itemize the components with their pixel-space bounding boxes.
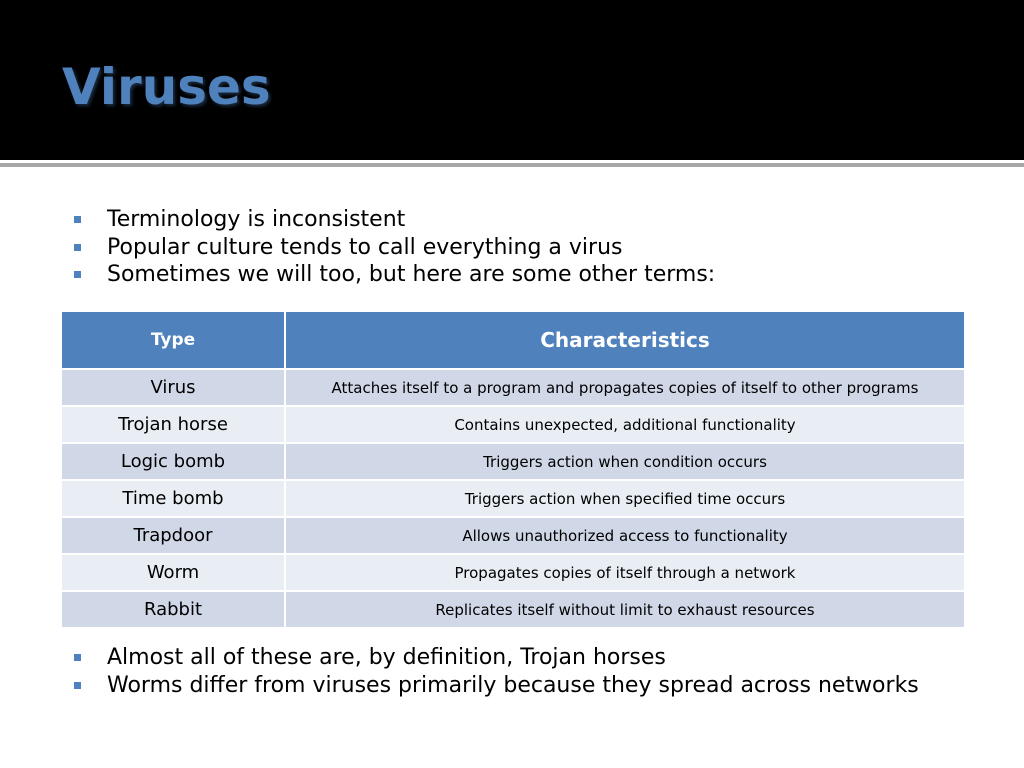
- characteristics-cell: Allows unauthorized access to functionality: [285, 517, 965, 554]
- type-cell: Worm: [61, 554, 285, 591]
- malware-terms-table: [60, 310, 966, 629]
- bullet-text: Sometimes we will too, but here are some other terms:: [107, 262, 716, 287]
- square-bullet-icon: [74, 244, 81, 251]
- bullet-item: [70, 206, 715, 234]
- type-cell: Logic bomb: [61, 443, 285, 480]
- characteristics-cell: Attaches itself to a program and propagates copies of itself to other programs: [285, 369, 965, 406]
- characteristics-cell: Triggers action when condition occurs: [285, 443, 965, 480]
- bullet-item: [70, 234, 715, 262]
- type-cell: Trapdoor: [61, 517, 285, 554]
- type-cell: Trojan horse: [61, 406, 285, 443]
- characteristics-cell: Replicates itself without limit to exhaust resources: [285, 591, 965, 628]
- characteristics-cell: Triggers action when specified time occurs: [285, 480, 965, 517]
- characteristics-cell: Contains unexpected, additional functionality: [285, 406, 965, 443]
- table-row: [61, 517, 965, 554]
- bottom-bullet-list: [70, 644, 919, 699]
- bullet-text: Popular culture tends to call everything a virus: [107, 234, 623, 260]
- table-header-row: [61, 311, 965, 369]
- slide-title: Viruses: [62, 58, 271, 116]
- top-bullet-list: [70, 206, 715, 289]
- table-row: [61, 591, 965, 628]
- header-characteristics: Characteristics: [285, 311, 965, 369]
- square-bullet-icon: [74, 654, 81, 661]
- type-cell: Virus: [61, 369, 285, 406]
- table-row: [61, 554, 965, 591]
- square-bullet-icon: [74, 682, 81, 689]
- header-type: Type: [61, 311, 285, 369]
- bullet-item: [70, 672, 919, 700]
- table-row: [61, 406, 965, 443]
- type-cell: Rabbit: [61, 591, 285, 628]
- table-row: [61, 369, 965, 406]
- table-row: [61, 443, 965, 480]
- square-bullet-icon: [74, 216, 81, 223]
- bullet-text: Terminology is inconsistent: [107, 207, 406, 232]
- bullet-text: Worms differ from viruses primarily because they spread across networks: [107, 672, 919, 698]
- title-divider-gray: [0, 163, 1024, 167]
- bullet-text: Almost all of these are, by definition, Trojan horses: [107, 645, 666, 670]
- bullet-item: [70, 644, 919, 672]
- title-bar: [0, 0, 1024, 160]
- square-bullet-icon: [74, 271, 81, 278]
- type-cell: Time bomb: [61, 480, 285, 517]
- bullet-item: [70, 261, 715, 289]
- characteristics-cell: Propagates copies of itself through a network: [285, 554, 965, 591]
- table-row: [61, 480, 965, 517]
